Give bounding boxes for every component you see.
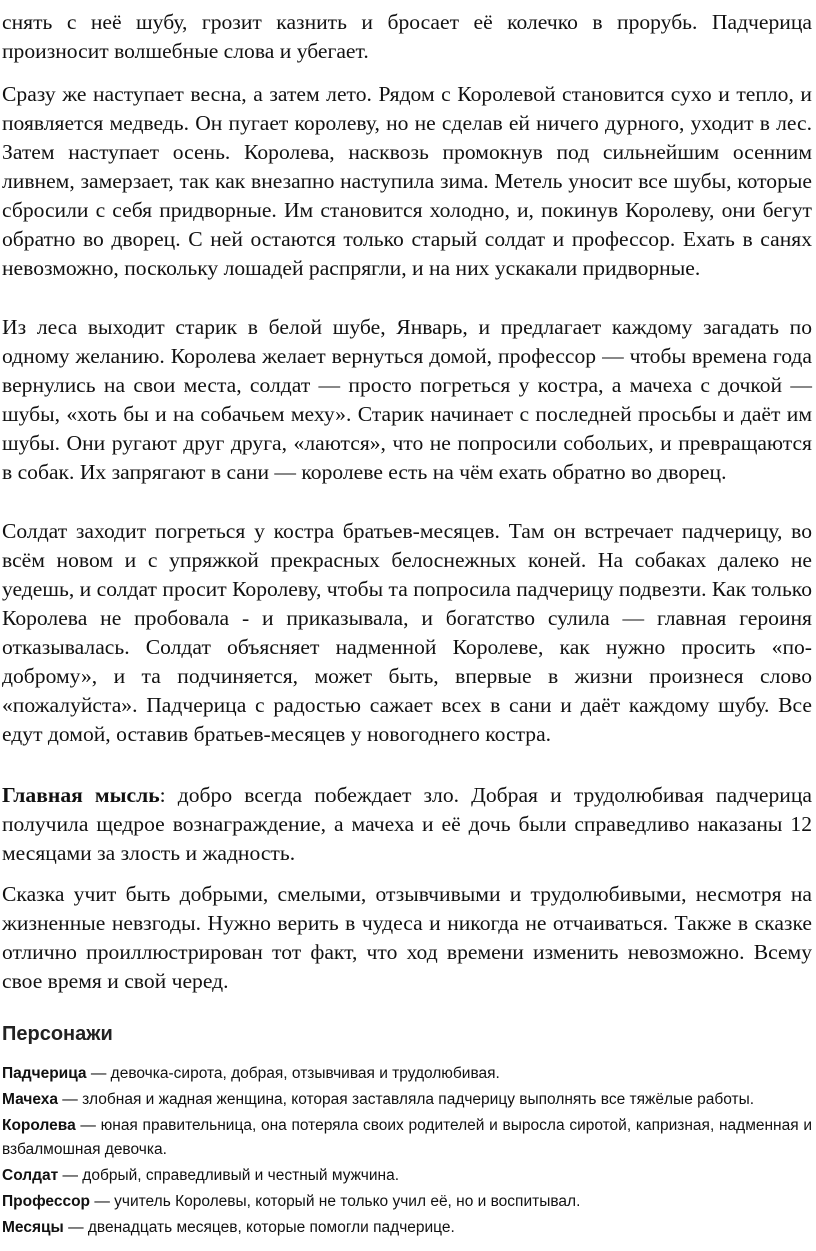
main-idea-text: : добро всегда побеждает зло. Добрая и трудолюбивая падчерица получила щедрое вознаграждение, а мачеха и её дочь были справедливо наказаны 12 месяцами за злость и жадность. [2, 783, 813, 865]
character-name: Месяцы [2, 1219, 64, 1236]
paragraph: снять с неё шубу, грозит казнить и бросает её колечко в прорубь. Падчерица произносит волшебные слова и убегает. [2, 10, 812, 63]
main-idea-paragraph [2, 781, 812, 868]
character-desc: — учитель Королевы, который не только учил её, но и воспитывал. [90, 1193, 581, 1210]
main-idea-label: Главная мысль [2, 783, 160, 807]
characters-list [2, 1062, 812, 1242]
paragraph: Солдат заходит погреться у костра братьев-месяцев. Там он встречает падчерицу, во всём новом и с упряжкой прекрасных белоснежных коней. На собаках далеко не уедешь, и солдат просит Королеву, чтобы та попросила падчерицу подвезти. Как только Королева не пробовала - и приказывала, и богатство сулила — главная героиня отказывалась. Солдат объясняет надменной Королеве, как нужно просить «по-доброму», и та подчиняется, может быть, впервые в жизни произнеся слово «пожалуйста». Падчерица с радостью сажает всех в сани и даёт каждому шубу. Все едут домой, оставив братьев-месяцев у новогоднего костра. [2, 519, 812, 746]
character-name: Солдат [2, 1167, 59, 1184]
character-item [2, 1190, 812, 1214]
character-item [2, 1088, 812, 1112]
character-name: Мачеха [2, 1091, 58, 1108]
character-desc: — злобная и жадная женщина, которая заставляла падчерицу выполнять все тяжёлые работы. [58, 1091, 755, 1108]
character-item [2, 1164, 812, 1188]
character-desc: — двенадцать месяцев, которые помогли падчерице. [63, 1219, 455, 1236]
character-name: Профессор [2, 1193, 91, 1210]
character-desc: — юная правительница, она потеряла своих родителей и выросла сиротой, капризная, надменная и взбалмошная девочка. [2, 1117, 812, 1158]
paragraph: Из леса выходит старик в белой шубе, Январь, и предлагает каждому загадать по одному желанию. Королева желает вернуться домой, профессор — чтобы времена года вернулись на свои места, солдат — просто погреться у костра, а мачеха с дочкой — шубы, «хоть бы и на собачьем меху». Старик начинает с последней просьбы и даёт им шубы. Они ругают друг друга, «лаются», что не попросили собольих, и превращаются в собак. Их запрягают в сани — королеве есть на чём ехать обратно во дворец. [2, 315, 812, 484]
character-desc: — девочка-сирота, добрая, отзывчивая и трудолюбивая. [86, 1065, 500, 1082]
character-item [2, 1062, 812, 1086]
character-name: Королева [2, 1117, 76, 1134]
character-item [2, 1216, 812, 1240]
character-name: Падчерица [2, 1065, 87, 1082]
character-desc: — добрый, справедливый и честный мужчина. [58, 1167, 400, 1184]
paragraph: Сразу же наступает весна, а затем лето. Рядом с Королевой становится сухо и тепло, и появляется медведь. Он пугает королеву, но не сделав ей ничего дурного, уходит в лес. Затем наступает осень. Королева, насквозь промокнув под сильнейшим осенним ливнем, замерзает, так как внезапно наступила зима. Метель уносит все шубы, которые сбросили с себя придворные. Им становится холодно, и, покинув Королеву, они бегут обратно во дворец. С ней остаются только старый солдат и профессор. Ехать в санях невозможно, поскольку лошадей распрягли, и на них ускакали придворные. [2, 82, 812, 280]
characters-heading: Персонажи [2, 1023, 113, 1045]
lesson-paragraph: Сказка учит быть добрыми, смелыми, отзывчивыми и трудолюбивыми, несмотря на жизненные невзгоды. Нужно верить в чудеса и никогда не отчаиваться. Также в сказке отлично проиллюстрирован тот факт, что ход времени изменить невозможно. Всему свое время и свой черед. [2, 882, 812, 993]
character-item [2, 1114, 812, 1162]
